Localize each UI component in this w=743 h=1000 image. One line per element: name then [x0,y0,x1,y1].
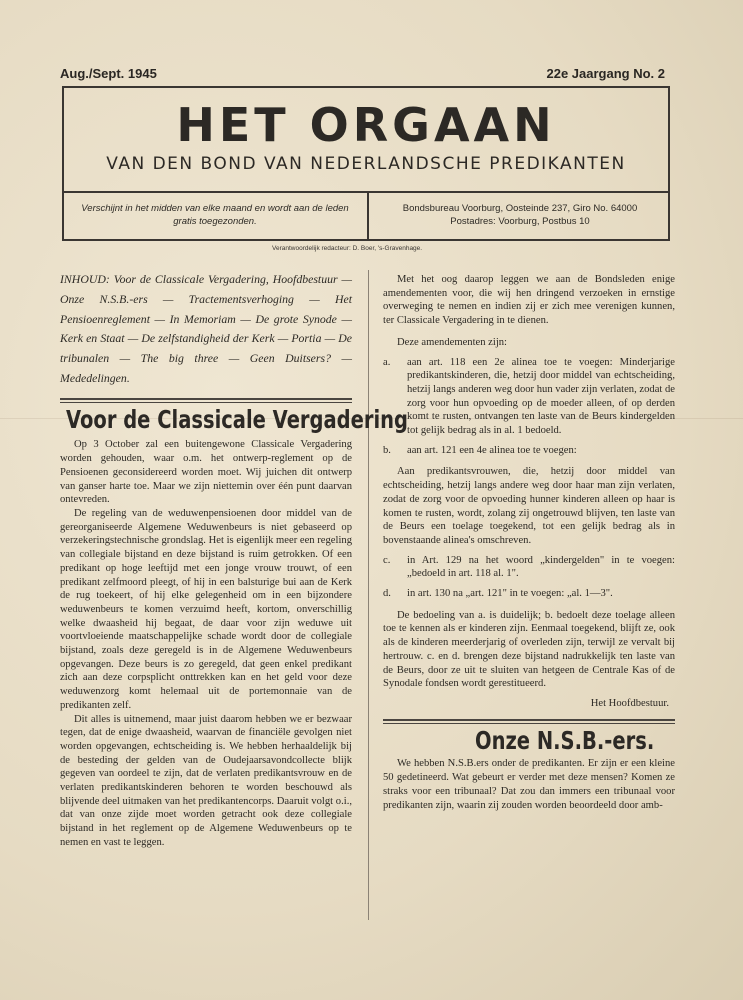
amendment-item-b [383,444,675,458]
article-paragraph: Met het oog daarop leggen we aan de Bondsleden enige amendementen voor, die wij hen dringend verzoeken in ernstige overweging te nemen en indien zij er zich mee verenigen kunnen, ter Classicale Vergadering in te dienen. [383,274,675,327]
article-paragraph: Aan predikantsvrouwen, die, hetzij door middel van echtscheiding, hetzij langs andere weg door haar man zijn verlaten, zodat de zorg voor de opvoeding hunner kinderen alleen op haar is komen te rusten, wordt, zolang zij ongetrouwd blijven, ten laste van de Beurs een toelage toegekend, tot een gelijk bedrag als in bovenstaande alinea's omschreven. [383,466,675,546]
publication-subtitle: VAN DEN BOND VAN NEDERLANDSCHE PREDIKANTEN [106,154,626,174]
amendment-text: in Art. 129 na het woord „kindergelden" in te voegen: „bedoeld in art. 118 al. 1". [407,554,675,580]
article-paragraph: De bedoeling van a. is duidelijk; b. bedoelt deze toelage alleen toe te kennen als er kinderen zijn. Eenmaal toegekend, blijft ze, ook als de kinderen meerderjarig of overleden zijn, terwijl ze vervalt bij hertrouw. c. en d. brengen deze bijstand nadrukkelijk ten laste van de Beurs, door ze uit te sluiten van hetgeen de Centrale Kas of de Synodale fondsen wordt gerestitueerd. [383,609,675,690]
table-of-contents: INHOUD: Voor de Classicale Vergadering, Hoofdbestuur — Onze N.S.B.-ers — Tractementsverhoging — Het Pensioenreglement — In Memoriam — De grote Synode — Kerk en Staat — De zelfstandigheid der Kerk — Portia — De tribunalen — The big three — Geen Duitsers? — Mededelingen. [60,272,352,385]
masthead [62,86,670,241]
postal-address-line: Postadres: Voorburg, Postbus 10 [450,216,590,227]
article-heading-nsb: Onze N.S.B.-ers. [475,725,655,755]
amendment-label: b. [383,444,391,456]
masthead-column-divider [367,191,369,239]
office-address-line: Bondsbureau Voorburg, Oosteinde 237, Giro No. 64000 [402,203,638,214]
heading-rule-top [60,398,352,400]
signature: Het Hoofdbestuur. [590,697,669,709]
amendment-item-a [383,356,675,438]
right-column [383,273,675,812]
article-paragraph: Deze amendementen zijn: [397,336,508,348]
amendment-item-c [383,554,675,581]
volume-number: 22e Jaargang No. 2 [546,66,665,81]
publication-title: HET ORGAAN [176,98,556,152]
amendment-label: a. [383,356,391,368]
amendment-text: aan art. 121 een 4e alinea toe te voegen: [407,444,577,456]
amendment-text: aan art. 118 een 2e alinea toe te voegen: Minderjarige predikantskinderen, die, hetzij door middel van echtscheiding, hetzij langs anderen weg door hun vader zijn verlaten, zodat de zorg voor hun opvoeding op de moeder alleen, of op derden komt te rusten, ontvangen ten laste van de Beurs kindergelden tot gelijk bedrag als in al. 1 bedoeld. [407,356,675,437]
column-divider [368,270,369,920]
publication-frequency-note: Verschijnt in het midden van elke maand en wordt aan de leden gratis toegezonden. [81,203,349,227]
issue-date: Aug./Sept. 1945 [60,66,157,81]
amendment-label: d. [383,588,391,600]
amendment-label: c. [383,554,391,566]
article-paragraph: De regeling van de weduwenpensioenen door middel van de gereorganiseerde Algemene Weduwenbeurs is niet gebaseerd op verzekeringstechnische grondslag. Het is eigenlijk meer een regeling van collegiale bijstand en deze bijstand is ruim getrokken. Of een predikant op hoge leeftijd met een jonge vrouw trouwt, of een predikant zelfmoord pleegt, of hij in een balsturige bui aan de Kerk de rug toekeert, of hij elke gelegenheid om in een bijzondere weduwenbeurs te komen verzuimd heeft, kortom, onverschillig welke dwaasheid hij begaat, de daar voor zijn weduwe uit voortvloeiende maatschappelijke schade wordt door de collegiale bijstand, zoals deze geregeld is in de Algemene Weduwenbeurs opgevangen. Deze beurs is zo geregeld, dat geen enkel predikant zich aan deze corpsplicht onttrekken kan en het geld voor deze weduwenzorg komt helemaal uit de portemonnaie van de predikanten zelf. [60,508,352,711]
masthead-divider [64,191,668,193]
article-paragraph: Op 3 October zal een buitengewone Classicale Vergadering worden gehouden, waar o.m. het ontwerp-reglement op de Pensioenen geconsidereerd worden moet. Wij juichen dit ontwerp van ganser harte toe. Maar we zijn niettemin over één punt daarvan ontevreden. [60,439,352,506]
heading-rule-top-thin [383,723,675,724]
editor-credit: Verantwoordelijk redacteur: D. Boer, 's-Gravenhage. [272,245,423,252]
article-heading-classicale: Voor de Classicale Vergadering [66,404,408,434]
heading-rule-top [383,719,675,721]
amendment-item-d [383,587,675,601]
heading-rule-top-thin [60,402,352,403]
article-paragraph: Dit alles is uitnemend, maar juist daarom hebben we er bezwaar tegen, dat de enige dwaasheid, waarvan de financiële gevolgen niet worden opgevangen, echtscheiding is. We hebben herhaaldelijk bij de besteding der gelden van de Oudejaarsavondcollecte blijk gegeven van oordeel te zijn, dat de verlaten predikantsvrouw en de verlaten predikantskinderen behoren te worden beschouwd als blijvende deel uitmaken van het predikantencorps. Daaruit volgt o.i., dat van onze zijde moet worden getracht ook deze collegiale bijstand in het reglement op de Algemene Weduwenbeurs op te nemen en vast te leggen. [60,713,352,848]
office-address [374,202,666,228]
article-paragraph: We hebben N.S.B.ers onder de predikanten. Er zijn er een kleine 50 gedetineerd. Wat gebeurt er verder met deze mensen? Komen ze straks voor een tribunaal? Dat zou dan immers een tribunaal voor predikanten zijn, waarin zij zouden worden beoordeeld door amb- [383,758,675,811]
amendment-text: in art. 130 na „art. 121" in te voegen: „al. 1—3". [407,588,613,600]
left-column [60,270,408,850]
